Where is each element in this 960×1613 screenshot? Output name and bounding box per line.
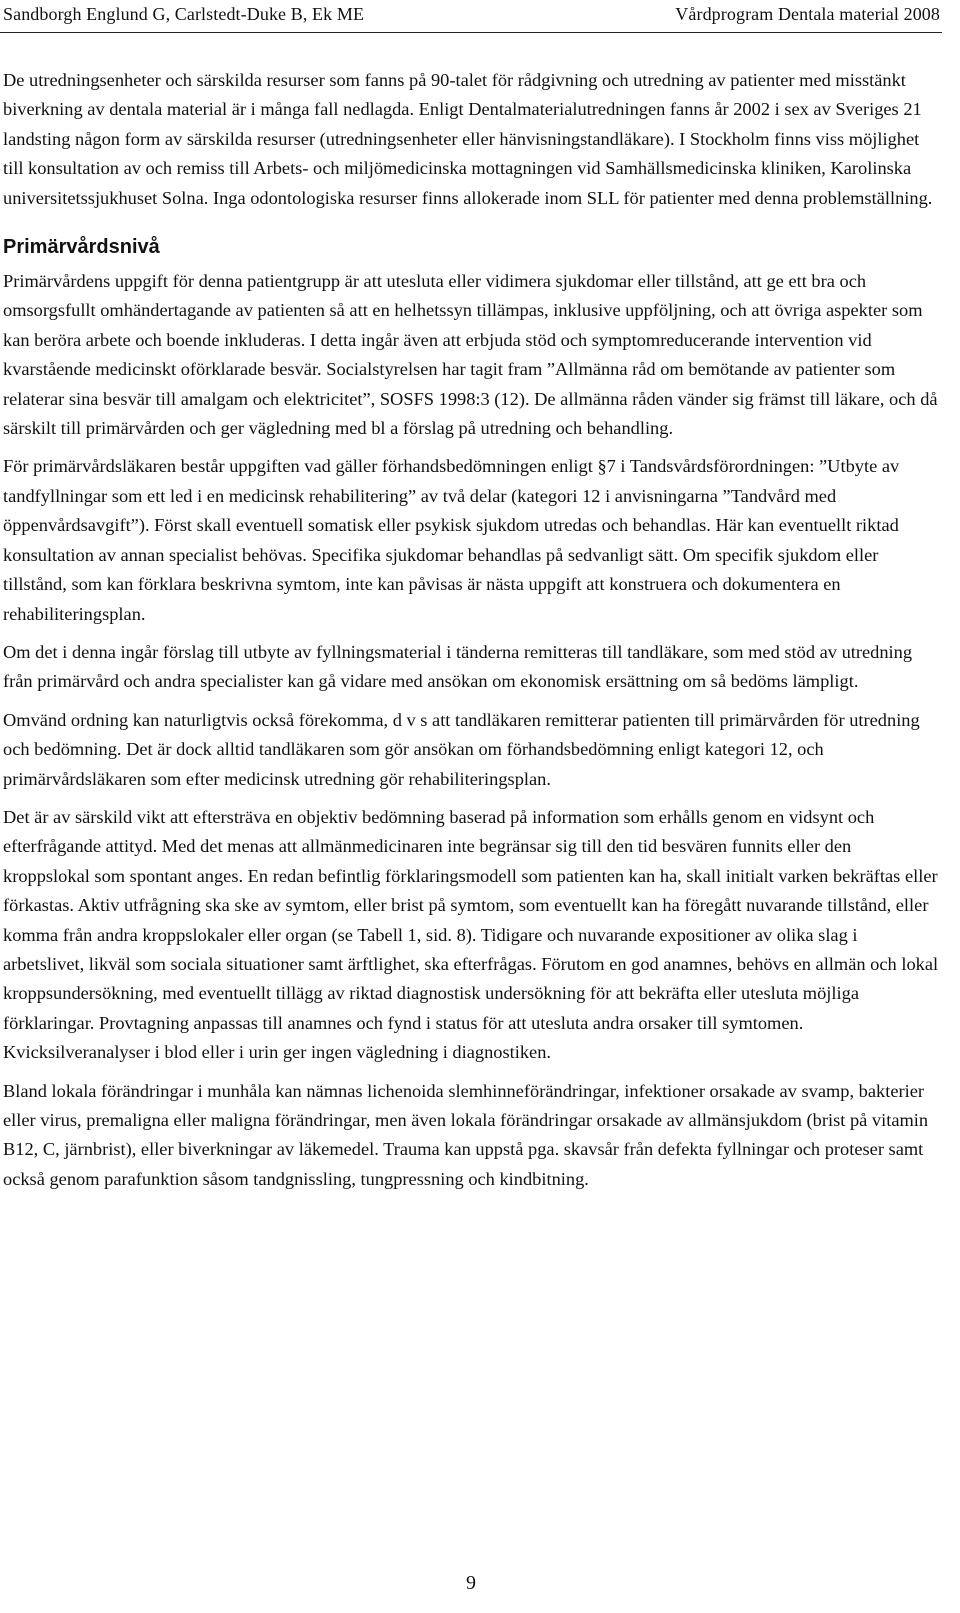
body-paragraph: Bland lokala förändringar i munhåla kan nämnas lichenoida slemhinneförändringar, infektioner orsakade av svamp, bakterier eller virus, premaligna eller maligna förändringar, men även lokala förändringar orsakade av allmänsjukdom (brist på vitamin B12, C, järnbrist), eller biverkningar av läkemedel. Trauma kan uppstå pga. skavsår från defekta fyllningar och proteser samt också genom parafunktion såsom tandgnissling, tungpressning och kindbitning.: [3, 1080, 929, 1189]
page-body: [3, 66, 939, 1203]
page-header: [3, 0, 940, 28]
body-paragraph: Om det i denna ingår förslag till utbyte av fyllningsmaterial i tänderna remitteras till tandläkare, som med stöd av utredning från primärvård och andra specialister kan gå vidare med ansökan om ekonomisk ersättning om så bedöms lämpligt.: [3, 641, 913, 692]
body-paragraph: För primärvårdsläkaren består uppgiften vad gäller förhandsbedömningen enligt §7 i Tandsvårdsförordningen: ”Utbyte av tandfyllningar som ett led i en medicinsk rehabilitering” av två delar (kategori 12 i anvisningarna ”Tandvård med öppenvårdsavgift”). Först skall eventuell somatisk eller psykisk sjukdom utredas och behandlas. Här kan eventuellt riktad konsultation av annan specialist behövas. Specifika sjukdomar behandlas på sedvanligt sätt. Om specifik sjukdom eller tillstånd, som kan förklara beskrivna symtom, inte kan påvisas är nästa uppgift att konstruera och dokumentera en rehabiliteringsplan.: [3, 456, 900, 624]
header-document-title: Vårdprogram Dentala material 2008: [675, 3, 940, 24]
section-heading: Primärvårdsnivå: [3, 236, 160, 259]
body-paragraph: Det är av särskild vikt att eftersträva en objektiv bedömning baserad på information som erhålls genom en vidsynt och efterfrågande attityd. Med det menas att allmänmedicinaren inte begränsar sig till den tid besvären funnits eller den kroppslokal som spontant anges. En redan befintlig förklaringsmodell som patienten kan ha, skall initialt varken bekräftas eller förkastas. Aktiv utfrågning ska ske av symtom, eller brist på symtom, som eventuellt kan ha föregått nuvarande tillstånd, eller komma från andra kroppslokaler eller organ (se Tabell 1, sid. 8). Tidigare och nuvarande expositioner av olika slag i arbetslivet, likväl som sociala situationer samt ärftlighet, ska efterfrågas. Förutom en god anamnes, behövs en allmän och lokal kroppsundersökning, med eventuellt tillägg av riktad diagnostisk undersökning för att bekräfta eller utesluta möjliga förklaringar. Provtagning anpassas till anamnes och fynd i status för att utesluta andra orsaker till symtomen. Kvicksilveranalyser i blod eller i urin ger ingen vägledning i diagnostiken.: [3, 806, 939, 1063]
header-divider: [0, 32, 942, 33]
page-number: 9: [466, 1572, 476, 1594]
header-authors: Sandborgh Englund G, Carlstedt-Duke B, Ek ME: [3, 3, 365, 24]
body-paragraph: Omvänd ordning kan naturligtvis också förekomma, d v s att tandläkaren remitterar patienten till primärvården för utredning och bedömning. Det är dock alltid tandläkaren som gör ansökan om förhandsbedömning enligt kategori 12, och primärvårdsläkaren som efter medicinsk utredning gör rehabiliteringsplan.: [3, 709, 920, 789]
body-paragraph: Primärvårdens uppgift för denna patientgrupp är att utesluta eller vidimera sjukdomar eller tillstånd, att ge ett bra och omsorgsfullt omhändertagande av patienten så att en helhetssyn tillämpas, inklusive uppföljning, och att övriga aspekter som kan beröra arbete och boende inkluderas. I detta ingår även att erbjuda stöd och symptomreducerande intervention vid kvarstående medicinskt oförklarade besvär. Socialstyrelsen har tagit fram ”Allmänna råd om bemötande av patienter som relaterar sina besvär till amalgam och elektricitet”, SOSFS 1998:3 (12). De allmänna råden vänder sig främst till läkare, och då särskilt till primärvården och ger vägledning med bl a förslag på utredning och behandling.: [3, 271, 938, 439]
intro-paragraph: De utredningsenheter och särskilda resurser som fanns på 90-talet för rådgivning och utredning av patienter med misstänkt biverkning av dentala material är i många fall nedlagda. Enligt Dentalmaterialutredningen fanns år 2002 i sex av Sveriges 21 landsting någon form av särskilda resurser (utredningsenheter eller hänvisningstandläkare). I Stockholm finns viss möjlighet till konsultation av och remiss till Arbets- och miljömedicinska mottagningen vid Samhällsmedicinska kliniken, Karolinska universitetssjukhuset Solna. Inga odontologiska resurser finns allokerade inom SLL för patienter med denna problemställning.: [3, 70, 933, 208]
